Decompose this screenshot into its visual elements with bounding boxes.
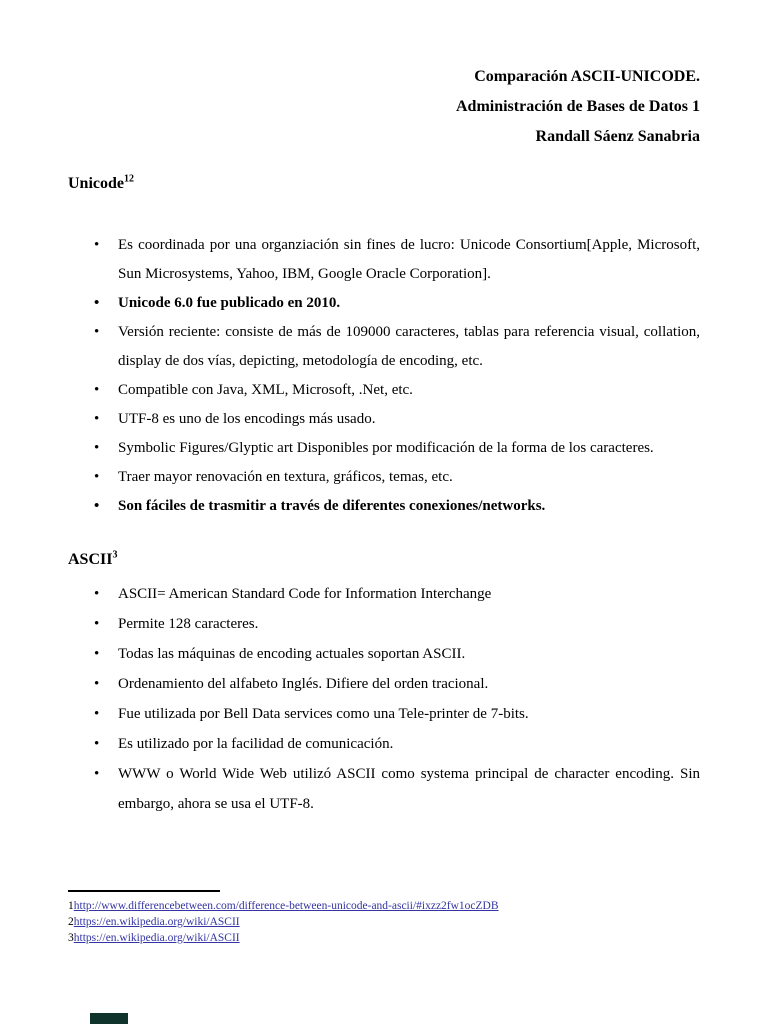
doc-course: Administración de Bases de Datos 1 (455, 98, 700, 115)
bullet-item: • Versión reciente: consiste de más de 109000 caracteres, tablas para referencia visual, collation, display de dos vías, depicting, metodología de encoding, etc. (118, 318, 700, 376)
bullet-item: • Unicode 6.0 fue publicado en 2010. (118, 289, 700, 318)
footnote-number: 3 (68, 932, 74, 944)
unicode-heading-text: Unicode (68, 175, 124, 192)
footnote-link-2[interactable]: https://en.wikipedia.org/wiki/ASCII (73, 916, 240, 928)
bullet-item: • Es coordinada por una organziación sin fines de lucro: Unicode Consortium[Apple, Microsoft, Sun Microsystems, Yahoo, IBM, Google Oracle Corporation]. (118, 231, 700, 289)
footnote-link-3[interactable]: https://en.wikipedia.org/wiki/ASCII (73, 932, 240, 944)
footnote-number: 1 (68, 900, 74, 912)
footnote-number: 2 (68, 916, 74, 928)
unicode-bullet-list (118, 231, 700, 521)
bullet-item: • Traer mayor renovación en textura, gráficos, temas, etc. (118, 463, 700, 492)
bullet-item: • Compatible con Java, XML, Microsoft, .Net, etc. (118, 376, 700, 405)
bullet-item: • WWW o World Wide Web utilizó ASCII como systema principal de character encoding. Sin embargo, ahora se usa el UTF-8. (118, 759, 700, 819)
bullet-item: • Permite 128 caracteres. (118, 609, 700, 639)
section-heading-ascii (68, 550, 117, 570)
bullet-item: • Fue utilizada por Bell Data services como una Tele-printer de 7-bits. (118, 699, 700, 729)
footnotes-block (68, 898, 668, 946)
bullet-item: • ASCII= American Standard Code for Information Interchange (118, 579, 700, 609)
ascii-footnote-refs: 3 (112, 549, 118, 561)
footnote-link-1[interactable]: http://www.differencebetween.com/difference-between-unicode-and-ascii/#ixzz2fw1ocZDB (73, 900, 499, 912)
document-header (456, 62, 700, 152)
ascii-heading-text: ASCII (68, 551, 113, 568)
bullet-item: • Es utilizado por la facilidad de comunicación. (118, 729, 700, 759)
bullet-item: • Son fáciles de trasmitir a través de diferentes conexiones/networks. (118, 492, 700, 521)
bullet-item: • Todas las máquinas de encoding actuales soportan ASCII. (118, 639, 700, 669)
section-heading-unicode (68, 174, 134, 194)
bullet-item: • UTF-8 es uno de los encodings más usado. (118, 405, 700, 434)
footnote-separator (68, 890, 220, 892)
unicode-footnote-refs: 12 (124, 173, 134, 185)
next-page-edge (90, 1013, 128, 1024)
doc-author: Randall Sáenz Sanabria (535, 128, 700, 145)
footnote-2 (68, 914, 668, 930)
footnote-1 (68, 898, 668, 914)
ascii-bullet-list (118, 579, 700, 819)
doc-title: Comparación ASCII-UNICODE. (474, 68, 700, 85)
bullet-item: • Ordenamiento del alfabeto Inglés. Difiere del orden tracional. (118, 669, 700, 699)
footnote-3 (68, 930, 668, 946)
bullet-item: • Symbolic Figures/Glyptic art Disponibles por modificación de la forma de los caracteres. (118, 434, 700, 463)
